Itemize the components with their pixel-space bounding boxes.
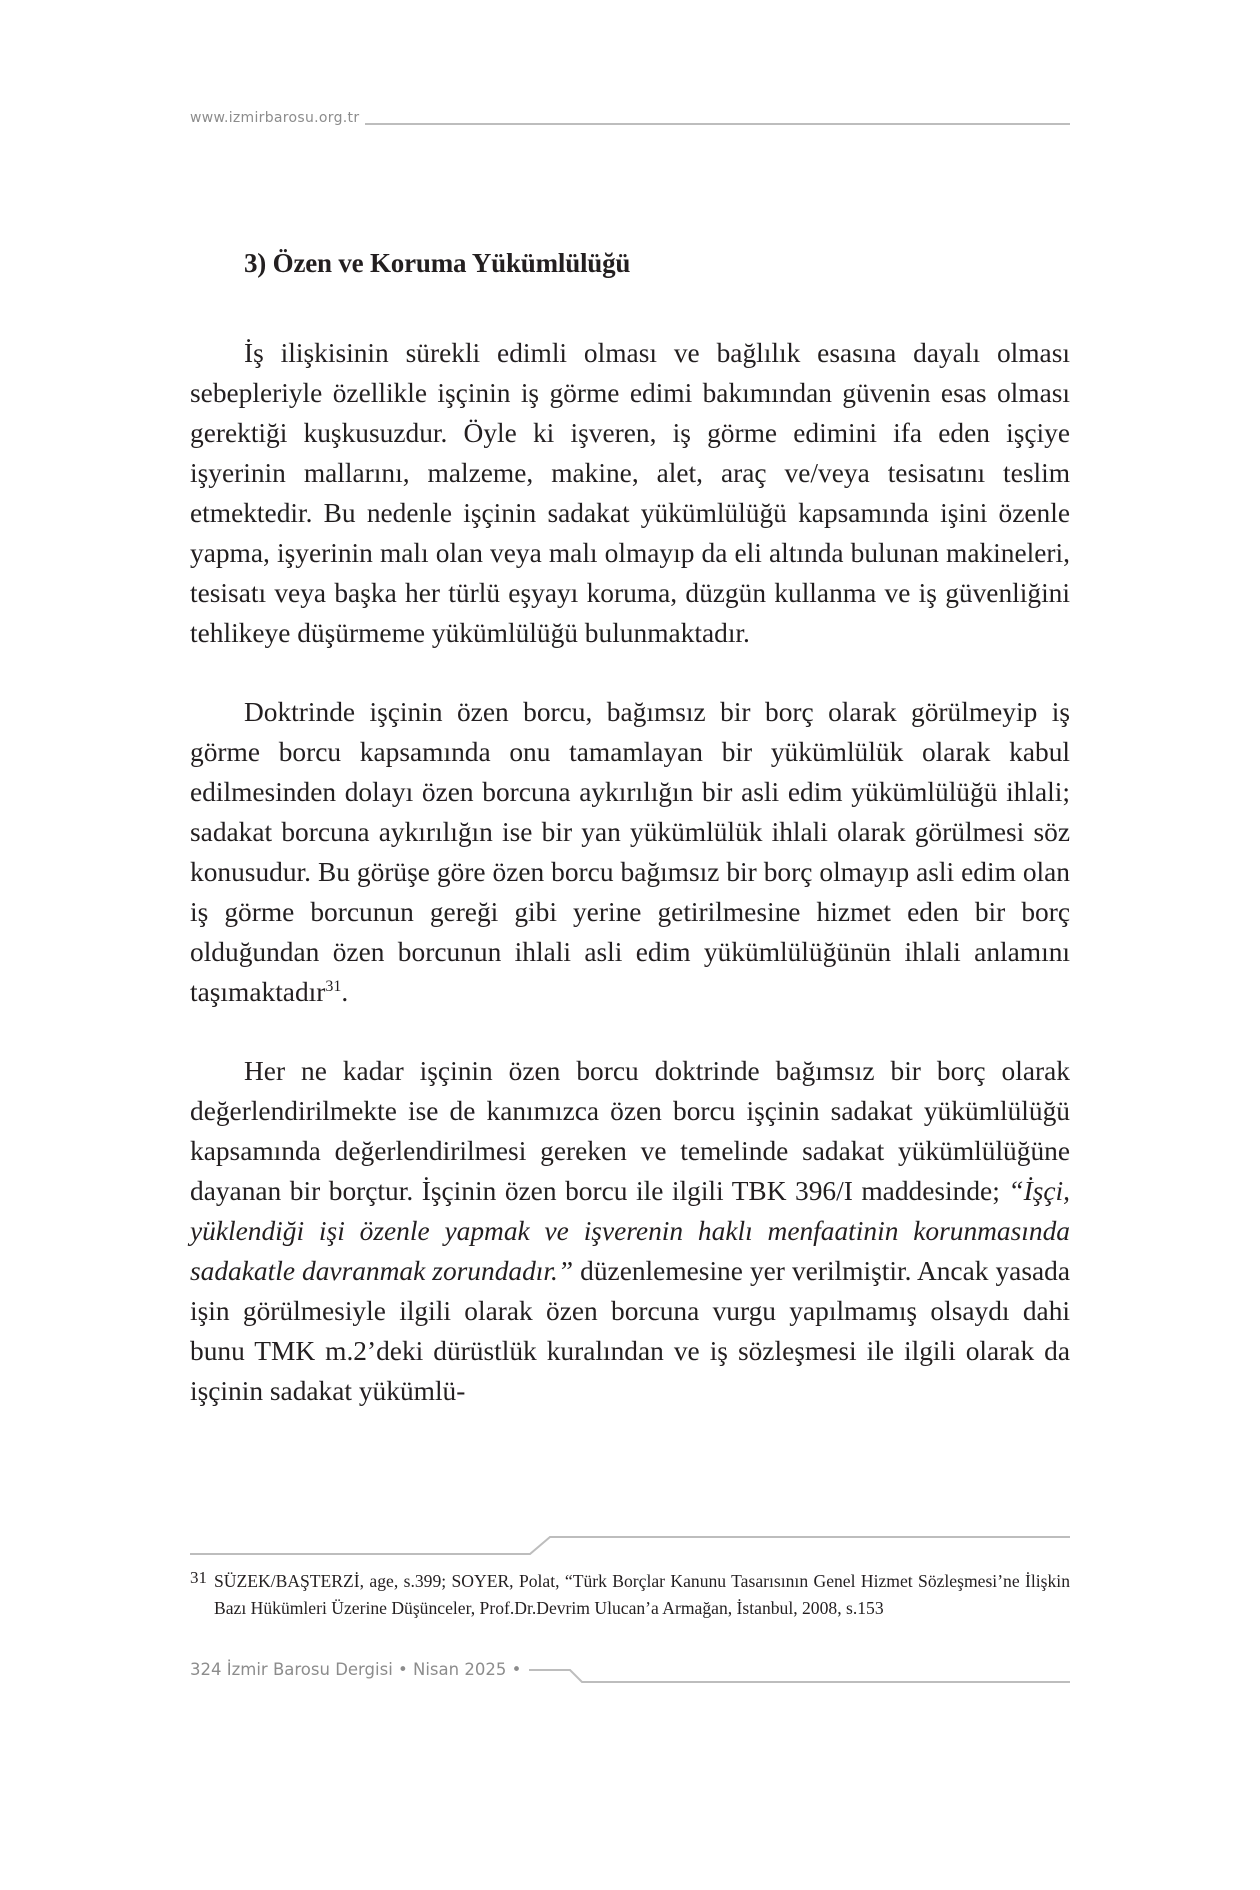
- footnote: [190, 1568, 1070, 1622]
- page-header: [190, 110, 1070, 134]
- paragraph-3-after: düzenlemesine yer verilmiştir. Ancak yasada işin görülmesiyle ilgili olarak özen borcuna vurgu yapılmamış olsaydı dahi bunu TMK m.2’deki dürüstlük kuralından ve iş sözleşmesi ile ilgili olarak da işçinin sadakat yükümlü-: [190, 1256, 1070, 1406]
- footnote-text: SÜZEK/BAŞTERZİ, age, s.399; SOYER, Polat, “Türk Borçlar Kanunu Tasarısının Genel Hizmet Sözleşmesi’ne İlişkin Bazı Hükümleri Üzerine Düşünceler, Prof.Dr.Devrim Ulucan’a Armağan, İstanbul, 2008, s.153: [214, 1571, 1070, 1618]
- footer-text: 324 İzmir Barosu Dergisi • Nisan 2025 •: [190, 1660, 529, 1679]
- paragraph-2-end: .: [341, 977, 349, 1007]
- footnote-separator: [190, 1535, 1070, 1555]
- paragraph-2-text: Doktrinde işçinin özen borcu, bağımsız bir borç olarak görülmeyip iş görme borcu kapsamında onu tamamlayan bir yükümlülük olarak kabul edilmesinden dolayı özen borcuna aykırılığın bir asli edim yükümlülüğü ihlali; sadakat borcuna aykırılığın ise bir yan yükümlülük ihlali olarak görülmesi söz konusudur. Bu görüşe göre özen borcu bağımsız bir borç olmayıp asli edim olan iş görme borcunun gereği gibi yerine getirilmesine hizmet eden bir borç olduğundan özen borcunun ihlali asli edim yükümlülüğünün ihlali anlamını taşımaktadır: [190, 697, 1070, 1007]
- footnote-number: 31: [190, 1568, 207, 1587]
- paragraph-3-before: Her ne kadar işçinin özen borcu doktrinde bağımsız bir borç olarak değerlendirilmekte ise de kanımızca özen borcu işçinin sadakat yükümlülüğü kapsamında değerlendirilmesi gereken ve temelinde sadakat yükümlülüğüne dayanan bir borçtur. İşçinin özen borcu ile ilgili TBK 396/I maddesinde;: [190, 1056, 1070, 1206]
- paragraph-2: [190, 692, 1070, 1012]
- footnote-ref-31[interactable]: 31: [325, 977, 342, 995]
- section-title: 3) Özen ve Koruma Yükümlülüğü: [244, 248, 631, 278]
- paragraph-3: [190, 1051, 1070, 1411]
- law-quote: “İşçi, yüklendiği işi özenle yapmak ve işverenin haklı menfaatinin korunmasında sadakatle davranmak zorundadır.”: [190, 1176, 1070, 1286]
- page-footer: [190, 1660, 1070, 1686]
- body-text: [190, 333, 1070, 1450]
- header-url: www.izmirbarosu.org.tr: [190, 110, 365, 126]
- paragraph-1: İş ilişkisinin sürekli edimli olması ve bağlılık esasına dayalı olması sebepleriyle özellikle işçinin iş görme edimi bakımından güvenin esas olması gerektiği kuşkusuzdur. Öyle ki işveren, iş görme edimini ifa eden işçiye işyerinin mallarını, malzeme, makine, alet, araç ve/veya tesisatını teslim etmektedir. Bu nedenle işçinin sadakat yükümlülüğü kapsamında işini özenle yapma, işyerinin malı olan veya malı olmayıp da eli altında bulunan makineleri, tesisatı veya başka her türlü eşyayı koruma, düzgün kullanma ve iş güvenliğini tehlikeye düşürmeme yükümlülüğü bulunmaktadır.: [190, 338, 1070, 648]
